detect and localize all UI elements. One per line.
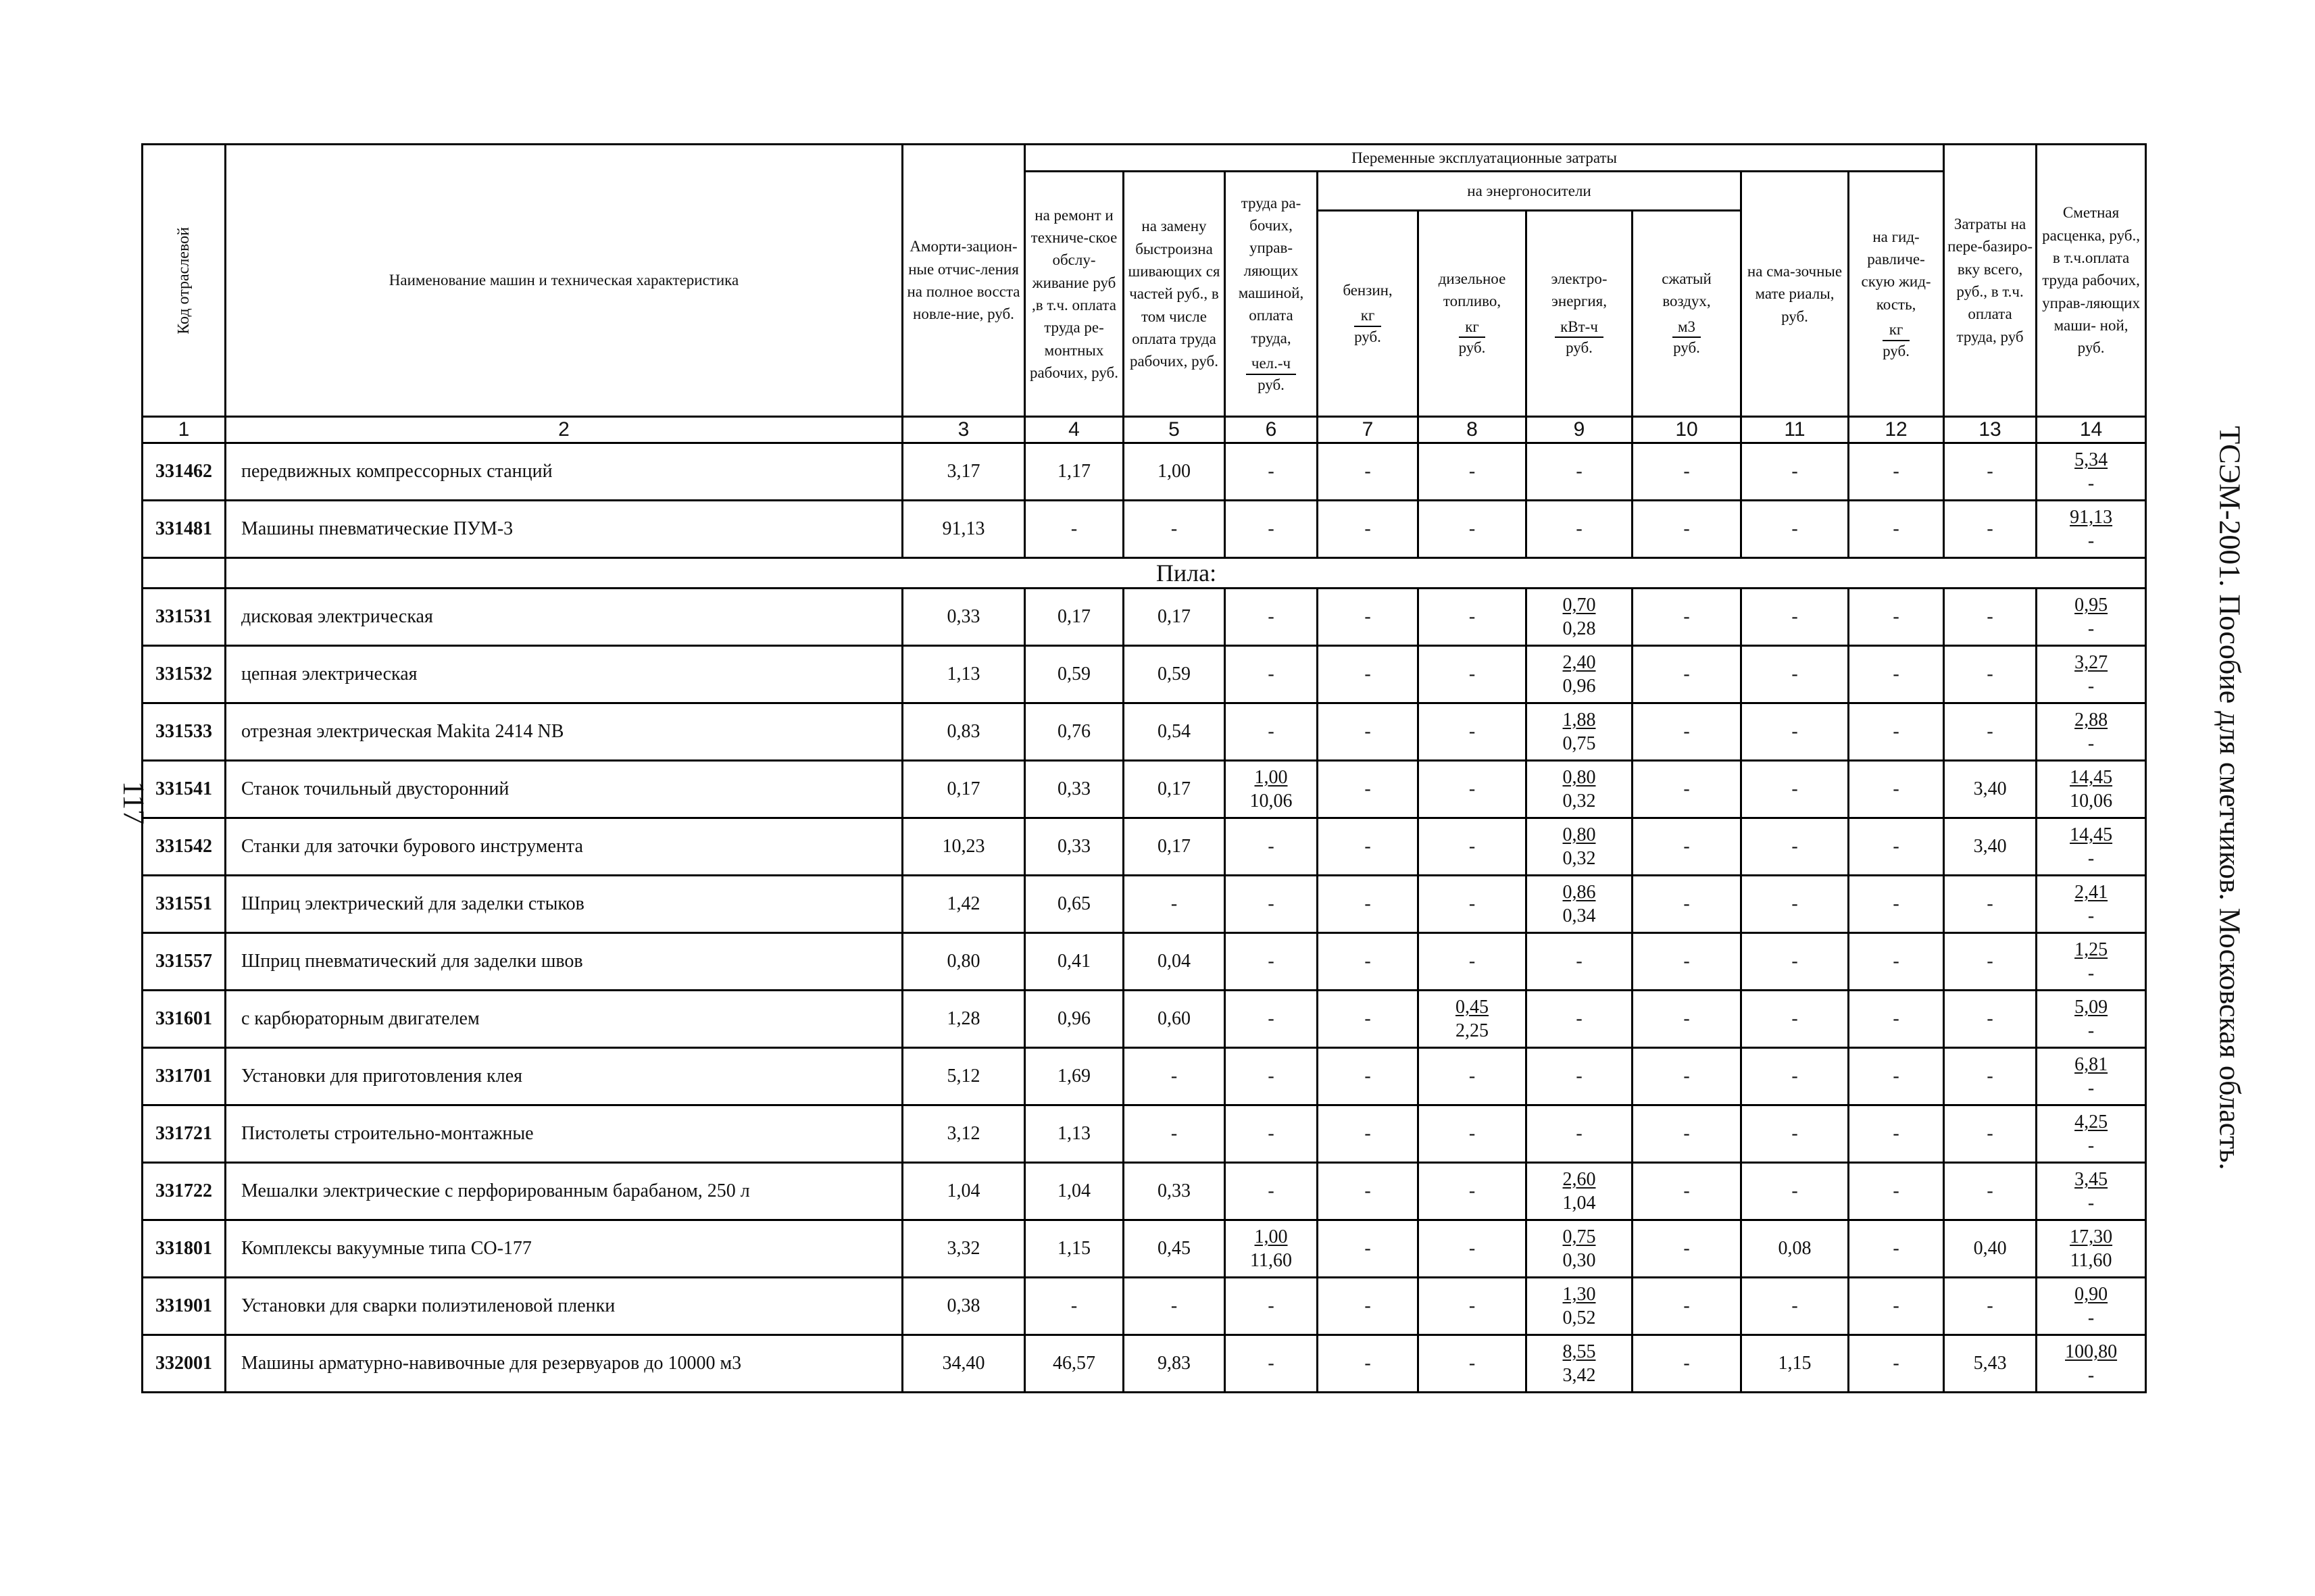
cell-value: 0,45 — [1124, 1220, 1225, 1278]
col-num: 4 — [1025, 417, 1124, 443]
cell-value: - — [1418, 876, 1526, 933]
table-row — [143, 646, 2146, 703]
table-row — [143, 589, 2146, 646]
row-code: 331532 — [143, 646, 226, 703]
cell-value: 34,40 — [903, 1335, 1025, 1393]
cell-value: 0,17 — [903, 761, 1025, 818]
cell-value: - — [1318, 1163, 1418, 1220]
cell-fraction: $\frac{2,41}{-}$ — [2037, 876, 2146, 933]
cell-value: 9,83 — [1124, 1335, 1225, 1393]
cell-value: - — [1124, 1105, 1225, 1163]
cell-value: 1,28 — [903, 991, 1025, 1048]
cell-value: - — [1741, 703, 1849, 761]
cell-value: - — [1741, 646, 1849, 703]
cell-value: - — [1318, 589, 1418, 646]
row-code: 331542 — [143, 818, 226, 876]
cell-fraction: $\frac{1,25}{-}$ — [2037, 933, 2146, 991]
col-num: 10 — [1633, 417, 1741, 443]
row-code: 331701 — [143, 1048, 226, 1105]
cell-value: 0,33 — [1025, 761, 1124, 818]
cell-fraction: $\frac{0,70}{0,28}$ — [1526, 589, 1633, 646]
cell-value: - — [1225, 501, 1318, 558]
table-row — [143, 1278, 2146, 1335]
cell-value: 10,23 — [903, 818, 1025, 876]
cell-value: - — [1418, 589, 1526, 646]
row-code: 331721 — [143, 1105, 226, 1163]
col-num: 3 — [903, 417, 1025, 443]
cell-value: - — [1225, 443, 1318, 501]
cell-fraction: $\frac{0,86}{0,34}$ — [1526, 876, 1633, 933]
cell-value: - — [1944, 589, 2037, 646]
cell-value: - — [1318, 443, 1418, 501]
cell-value: - — [1849, 1163, 1944, 1220]
cell-fraction: $\frac{0,90}{-}$ — [2037, 1278, 2146, 1335]
group-row-saw — [143, 558, 2146, 589]
col-num: 7 — [1318, 417, 1418, 443]
cell-value: - — [1225, 876, 1318, 933]
cell-value: - — [1944, 1048, 2037, 1105]
cell-fraction: $\frac{14,45}{10,06}$ — [2037, 761, 2146, 818]
row-name: Машины пневматические ПУМ-3 — [226, 501, 903, 558]
header-electricity: электро-энергия, кВт-ч руб. — [1526, 210, 1633, 416]
cell-value: - — [1225, 1105, 1318, 1163]
table-row — [143, 1105, 2146, 1163]
cell-fraction: $\frac{0,45}{2,25}$ — [1418, 991, 1526, 1048]
cell-value: - — [1418, 1278, 1526, 1335]
cell-value: 0,17 — [1025, 589, 1124, 646]
cell-value: - — [1318, 876, 1418, 933]
group-rows — [143, 589, 2146, 1393]
cell-value: - — [1633, 1105, 1741, 1163]
cell-value: - — [1526, 1048, 1633, 1105]
cell-value: - — [1124, 1278, 1225, 1335]
cell-value: - — [1124, 1048, 1225, 1105]
cell-value: - — [1124, 501, 1225, 558]
cell-value: - — [1318, 501, 1418, 558]
cell-fraction: $\frac{1,30}{0,52}$ — [1526, 1278, 1633, 1335]
row-name: Пистолеты строительно-монтажные — [226, 1105, 903, 1163]
cell-value: - — [1225, 933, 1318, 991]
header-energy: на энергоносители — [1318, 172, 1741, 211]
cell-value: - — [1741, 933, 1849, 991]
cell-value: - — [1849, 761, 1944, 818]
row-name: Мешалки электрические с перфорированным барабаном, 250 л — [226, 1163, 903, 1220]
cell-fraction: $\frac{8,55}{3,42}$ — [1526, 1335, 1633, 1393]
cell-value: - — [1318, 933, 1418, 991]
cell-value: - — [1418, 818, 1526, 876]
cell-value: - — [1633, 646, 1741, 703]
cell-value: - — [1633, 501, 1741, 558]
cell-value: 0,33 — [1124, 1163, 1225, 1220]
row-code: 331541 — [143, 761, 226, 818]
row-name: Станки для заточки бурового инструмента — [226, 818, 903, 876]
cell-value: - — [1849, 1220, 1944, 1278]
cell-value: - — [1225, 991, 1318, 1048]
header-row-1 — [143, 145, 2146, 172]
cell-value: 0,33 — [1025, 818, 1124, 876]
cell-value: - — [1633, 761, 1741, 818]
cell-value: 0,41 — [1025, 933, 1124, 991]
cell-value: 3,17 — [903, 443, 1025, 501]
cell-value: - — [1849, 703, 1944, 761]
cell-value: - — [1849, 876, 1944, 933]
cell-value: 0,59 — [1124, 646, 1225, 703]
cell-value: - — [1526, 443, 1633, 501]
cell-value: - — [1944, 1278, 2037, 1335]
cell-value: 91,13 — [903, 501, 1025, 558]
header-petrol: бензин, кг руб. — [1318, 210, 1418, 416]
cell-fraction: $\frac{1,00}{11,60}$ — [1225, 1220, 1318, 1278]
cell-value: - — [1944, 646, 2037, 703]
row-name: передвижных компрессорных станций — [226, 443, 903, 501]
cell-value: - — [1849, 1335, 1944, 1393]
cell-value: - — [1418, 1163, 1526, 1220]
cell-value: - — [1318, 991, 1418, 1048]
col-num: 9 — [1526, 417, 1633, 443]
row-name: Шприц электрический для заделки стыков — [226, 876, 903, 933]
cell-fraction: $\frac{5,09}{-}$ — [2037, 991, 2146, 1048]
header-variable-costs: Переменные эксплуатационные затраты — [1025, 145, 1944, 172]
cell-fraction: $\frac{5,34}{-}$ — [2037, 443, 2146, 501]
cell-value: - — [1849, 443, 1944, 501]
cell-value: 1,42 — [903, 876, 1025, 933]
group-label: Пила: — [226, 558, 2146, 589]
cell-value: - — [1741, 501, 1849, 558]
row-name: Станок точильный двусторонний — [226, 761, 903, 818]
cell-value: - — [1025, 1278, 1124, 1335]
cell-value: - — [1418, 1220, 1526, 1278]
row-name: Установки для приготовления клея — [226, 1048, 903, 1105]
cell-value: - — [1225, 1335, 1318, 1393]
row-name: Установки для сварки полиэтиленовой пленки — [226, 1278, 903, 1335]
cell-value: - — [1318, 761, 1418, 818]
cell-value: - — [1633, 1278, 1741, 1335]
cell-value: - — [1225, 1163, 1318, 1220]
row-code: 331533 — [143, 703, 226, 761]
header-labor: труда ра-бочих, управ-ляющих машиной, оплата труда, чел.-ч руб. — [1225, 172, 1318, 417]
cell-value: - — [1633, 933, 1741, 991]
table-row — [143, 1220, 2146, 1278]
cell-value: 0,60 — [1124, 991, 1225, 1048]
cell-value: - — [1418, 646, 1526, 703]
page-number: 117 — [117, 780, 151, 825]
cell-value: 1,04 — [1025, 1163, 1124, 1220]
cell-value: - — [1418, 761, 1526, 818]
row-name: дисковая электрическая — [226, 589, 903, 646]
machine-price-table — [141, 143, 2147, 1393]
row-name: с карбюраторным двигателем — [226, 991, 903, 1048]
col-num: 14 — [2037, 417, 2146, 443]
header-name: Наименование машин и техническая характеристика — [226, 145, 903, 417]
table-row — [143, 991, 2146, 1048]
cell-value: - — [1526, 1105, 1633, 1163]
row-name: Машины арматурно-навивочные для резервуаров до 10000 м3 — [226, 1335, 903, 1393]
cell-value: - — [1741, 1048, 1849, 1105]
cell-value: - — [1418, 1335, 1526, 1393]
cell-value: - — [1849, 818, 1944, 876]
cell-value: - — [1633, 589, 1741, 646]
cell-value: - — [1633, 443, 1741, 501]
table-row — [143, 818, 2146, 876]
header-code: Код отраслевой — [143, 145, 226, 417]
cell-value: - — [1225, 646, 1318, 703]
cell-value: - — [1944, 703, 2037, 761]
cell-value: - — [1944, 933, 2037, 991]
cell-value: - — [1418, 1048, 1526, 1105]
cell-value: - — [1225, 1048, 1318, 1105]
row-code: 331801 — [143, 1220, 226, 1278]
cell-value: - — [1849, 991, 1944, 1048]
cell-value: - — [1633, 991, 1741, 1048]
cell-value: 0,17 — [1124, 761, 1225, 818]
cell-value: - — [1633, 1335, 1741, 1393]
cell-value: - — [1944, 876, 2037, 933]
row-code: 331551 — [143, 876, 226, 933]
cell-value: 1,00 — [1124, 443, 1225, 501]
cell-value: - — [1418, 933, 1526, 991]
cell-value: 0,38 — [903, 1278, 1025, 1335]
cell-value: - — [1849, 501, 1944, 558]
cell-fraction: $\frac{17,30}{11,60}$ — [2037, 1220, 2146, 1278]
cell-value: 0,83 — [903, 703, 1025, 761]
cell-value: - — [1526, 991, 1633, 1048]
cell-value: - — [1225, 589, 1318, 646]
cell-value: - — [1849, 1105, 1944, 1163]
col-num: 12 — [1849, 417, 1944, 443]
cell-value: 0,59 — [1025, 646, 1124, 703]
col-num: 6 — [1225, 417, 1318, 443]
cell-value: 1,04 — [903, 1163, 1025, 1220]
cell-fraction: $\frac{0,80}{0,32}$ — [1526, 818, 1633, 876]
cell-value: - — [1124, 876, 1225, 933]
header-repair: на ремонт и техниче-ское обслу-живание руб ,в т.ч. оплата труда ре-монтных рабочих, руб. — [1025, 172, 1124, 417]
cell-value: - — [1741, 1105, 1849, 1163]
cell-value: - — [1849, 646, 1944, 703]
cell-value: - — [1418, 443, 1526, 501]
cell-value: - — [1418, 1105, 1526, 1163]
cell-value: - — [1741, 589, 1849, 646]
table-row — [143, 703, 2146, 761]
cell-value: 0,96 — [1025, 991, 1124, 1048]
cell-value: - — [1418, 501, 1526, 558]
header-relocation: Затраты на пере-базиро-вку всего, руб., в т.ч. оплата труда, руб — [1944, 145, 2037, 417]
cell-value: - — [1318, 818, 1418, 876]
cell-value: 0,76 — [1025, 703, 1124, 761]
cell-value: 3,12 — [903, 1105, 1025, 1163]
cell-fraction: $\frac{3,45}{-}$ — [2037, 1163, 2146, 1220]
cell-fraction: $\frac{2,40}{0,96}$ — [1526, 646, 1633, 703]
cell-value: 3,32 — [903, 1220, 1025, 1278]
row-code: 331901 — [143, 1278, 226, 1335]
cell-value: 1,13 — [903, 646, 1025, 703]
cell-value: 0,65 — [1025, 876, 1124, 933]
cell-value: - — [1318, 703, 1418, 761]
col-num: 13 — [1944, 417, 2037, 443]
cell-value: - — [1318, 1105, 1418, 1163]
row-code: 331531 — [143, 589, 226, 646]
cell-fraction: $\frac{2,88}{-}$ — [2037, 703, 2146, 761]
column-number-row — [143, 417, 2146, 443]
pre-group-rows — [143, 443, 2146, 558]
row-code: 331601 — [143, 991, 226, 1048]
cell-value: - — [1526, 933, 1633, 991]
cell-value: - — [1849, 1048, 1944, 1105]
cell-value: 0,17 — [1124, 589, 1225, 646]
cell-value: 1,17 — [1025, 443, 1124, 501]
cell-fraction: $\frac{1,88}{0,75}$ — [1526, 703, 1633, 761]
cell-value: - — [1418, 703, 1526, 761]
cell-value: - — [1633, 1163, 1741, 1220]
row-code: 331557 — [143, 933, 226, 991]
cell-fraction: $\frac{0,75}{0,30}$ — [1526, 1220, 1633, 1278]
cell-value: - — [1633, 1220, 1741, 1278]
header-diesel: дизельное топливо, кг руб. — [1418, 210, 1526, 416]
cell-value: 0,17 — [1124, 818, 1225, 876]
table-row — [143, 1048, 2146, 1105]
cell-value: - — [1318, 646, 1418, 703]
cell-fraction: $\frac{100,80}{-}$ — [2037, 1335, 2146, 1393]
row-code: 331481 — [143, 501, 226, 558]
cell-value: 0,08 — [1741, 1220, 1849, 1278]
header-hydraulic: на гид-равличе-скую жид-кость, кг руб. — [1849, 172, 1944, 417]
cell-value: - — [1944, 1105, 2037, 1163]
header-lubricants: на сма-зочные мате риалы, руб. — [1741, 172, 1849, 417]
cell-value: 0,33 — [903, 589, 1025, 646]
cell-value: - — [1849, 589, 1944, 646]
cell-value: - — [1526, 501, 1633, 558]
cell-value: - — [1944, 443, 2037, 501]
cell-fraction: $\frac{6,81}{-}$ — [2037, 1048, 2146, 1105]
cell-value: - — [1741, 761, 1849, 818]
cell-value: - — [1318, 1220, 1418, 1278]
cell-value: 0,40 — [1944, 1220, 2037, 1278]
cell-value: 1,15 — [1741, 1335, 1849, 1393]
cell-fraction: $\frac{2,60}{1,04}$ — [1526, 1163, 1633, 1220]
cell-value: - — [1225, 818, 1318, 876]
row-name: Шприц пневматический для заделки швов — [226, 933, 903, 991]
cell-value: - — [1741, 991, 1849, 1048]
cell-value: 0,54 — [1124, 703, 1225, 761]
row-name: цепная электрическая — [226, 646, 903, 703]
cell-value: - — [1741, 818, 1849, 876]
cell-value: - — [1633, 1048, 1741, 1105]
cell-value: 5,43 — [1944, 1335, 2037, 1393]
cell-fraction: $\frac{91,13}{-}$ — [2037, 501, 2146, 558]
cell-value: - — [1225, 1278, 1318, 1335]
cell-value: 1,69 — [1025, 1048, 1124, 1105]
cell-value: - — [1944, 991, 2037, 1048]
cell-value: - — [1025, 501, 1124, 558]
cell-value: - — [1741, 1278, 1849, 1335]
group-code-empty — [143, 558, 226, 589]
cell-value: 3,40 — [1944, 761, 2037, 818]
table-row — [143, 1163, 2146, 1220]
cell-value: 5,12 — [903, 1048, 1025, 1105]
row-code: 331722 — [143, 1163, 226, 1220]
col-num: 5 — [1124, 417, 1225, 443]
cell-value: - — [1741, 443, 1849, 501]
col-num: 2 — [226, 417, 903, 443]
col-num: 8 — [1418, 417, 1526, 443]
header-estimated-price: Сметная расценка, руб., в т.ч.оплата труда рабочих, управ-ляющих маши- ной, руб. — [2037, 145, 2146, 417]
cell-value: - — [1944, 1163, 2037, 1220]
table-row — [143, 501, 2146, 558]
cell-value: - — [1318, 1278, 1418, 1335]
cell-fraction: $\frac{14,45}{-}$ — [2037, 818, 2146, 876]
cell-value: - — [1849, 1278, 1944, 1335]
cell-value: - — [1225, 703, 1318, 761]
header-amort: Аморти-зацион-ные отчис-ления на полное восста новле-ние, руб. — [903, 145, 1025, 417]
col-num: 11 — [1741, 417, 1849, 443]
table-row — [143, 1335, 2146, 1393]
cell-value: 3,40 — [1944, 818, 2037, 876]
side-title: ТСЭМ-2001. Пособие для сметчиков. Московская область. — [2213, 426, 2247, 1170]
cell-value: 46,57 — [1025, 1335, 1124, 1393]
row-name: отрезная электрическая Makita 2414 NB — [226, 703, 903, 761]
cell-fraction: $\frac{4,25}{-}$ — [2037, 1105, 2146, 1163]
cell-value: - — [1318, 1335, 1418, 1393]
row-code: 331462 — [143, 443, 226, 501]
cell-value: - — [1944, 501, 2037, 558]
cell-value: - — [1633, 818, 1741, 876]
row-code: 332001 — [143, 1335, 226, 1393]
cell-value: 0,04 — [1124, 933, 1225, 991]
cell-value: - — [1633, 876, 1741, 933]
cell-value: - — [1318, 1048, 1418, 1105]
cell-fraction: $\frac{0,80}{0,32}$ — [1526, 761, 1633, 818]
cell-value: - — [1633, 703, 1741, 761]
header-compressed-air: сжатый воздух, м3 руб. — [1633, 210, 1741, 416]
row-name: Комплексы вакуумные типа СО-177 — [226, 1220, 903, 1278]
cell-value: 1,13 — [1025, 1105, 1124, 1163]
cell-value: 1,15 — [1025, 1220, 1124, 1278]
cell-fraction: $\frac{1,00}{10,06}$ — [1225, 761, 1318, 818]
table-row — [143, 761, 2146, 818]
cell-value: - — [1849, 933, 1944, 991]
table-row — [143, 933, 2146, 991]
cell-fraction: $\frac{3,27}{-}$ — [2037, 646, 2146, 703]
col-num: 1 — [143, 417, 226, 443]
header-replace: на замену быстроизна шивающих ся частей руб., в том числе оплата труда рабочих, руб. — [1124, 172, 1225, 417]
table-row — [143, 876, 2146, 933]
cell-value: - — [1741, 1163, 1849, 1220]
table-row — [143, 443, 2146, 501]
cell-value: - — [1741, 876, 1849, 933]
cell-value: 0,80 — [903, 933, 1025, 991]
cell-fraction: $\frac{0,95}{-}$ — [2037, 589, 2146, 646]
